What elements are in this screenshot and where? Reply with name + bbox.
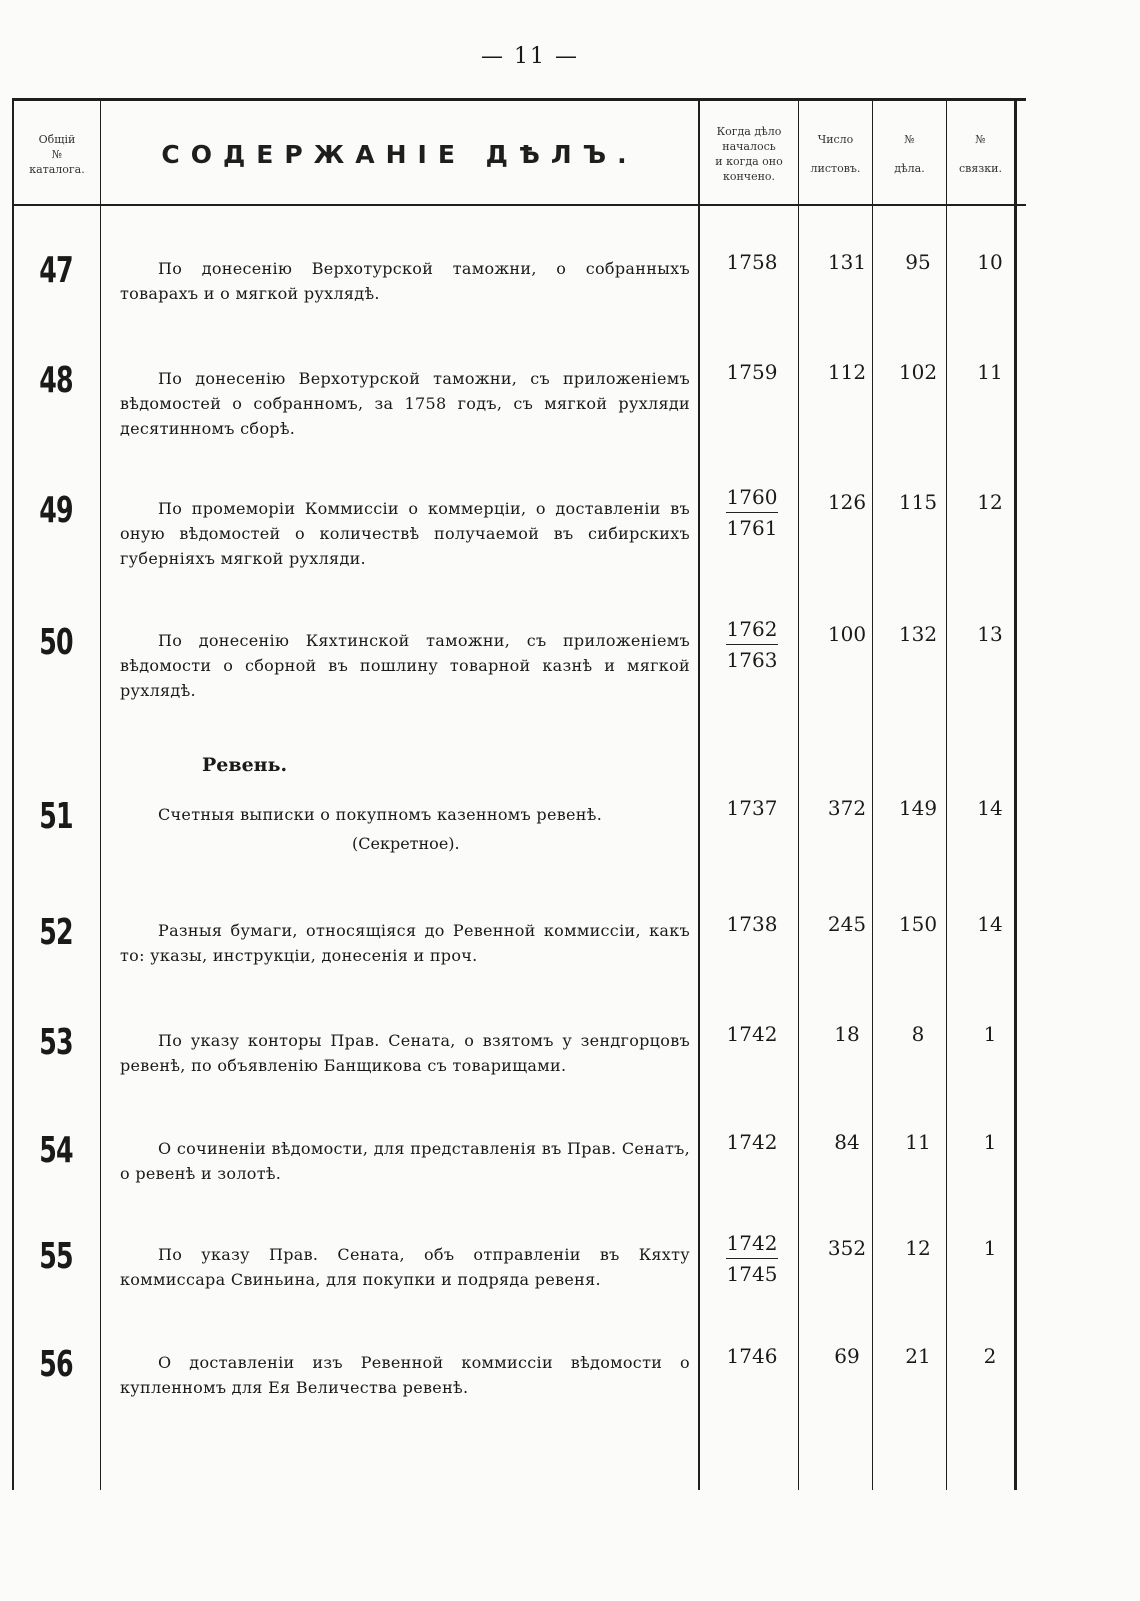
bundle-number: 14 <box>977 796 1003 820</box>
table-top-rule <box>12 98 1026 101</box>
header-text: началось <box>722 140 776 153</box>
case-number: 21 <box>905 1344 931 1368</box>
case-dates: 1759 <box>726 360 778 384</box>
section-heading: Ревень. <box>202 754 288 776</box>
case-description: Разныя бумаги, относящіяся до Ревенной коммиссіи, какъ то: указы, инструкціи, донесенія и проч. <box>120 921 690 965</box>
bundle-number: 11 <box>977 360 1003 384</box>
year-start: 1742 <box>726 1231 778 1255</box>
bundle-number: 12 <box>977 490 1003 514</box>
case-dates: 1742 <box>726 1022 778 1046</box>
catalog-number: 55 <box>39 1236 73 1277</box>
catalog-number: 47 <box>39 250 73 291</box>
bundle-number: 1 <box>983 1236 997 1260</box>
case-number: 11 <box>905 1130 931 1154</box>
bundle-number: 10 <box>977 250 1003 274</box>
header-text: листовъ. <box>810 162 861 175</box>
case-description: По донесенію Верхотурской таможни, съ приложеніемъ вѣдомостей о собранномъ, за 1758 годъ, съ мягкой рухляди десятинномъ сборѣ. <box>120 369 690 438</box>
case-description: О доставленіи изъ Ревенной коммиссіи вѣдомости о купленномъ для Ея Величества ревенѣ. <box>120 1353 690 1397</box>
sheet-count: 131 <box>827 250 867 274</box>
case-description: По промеморіи Коммиссіи о коммерціи, о доставленіи въ оную вѣдомостей о количествѣ получаемой въ сибирскихъ губерніяхъ мягкой рухляди. <box>120 499 690 568</box>
case-number: 12 <box>905 1236 931 1260</box>
header-text: Когда дѣло <box>716 125 782 138</box>
table-left-rule <box>12 98 14 1490</box>
header-text: Общій <box>38 132 76 146</box>
header-dates <box>700 106 798 202</box>
sheet-count: 18 <box>834 1022 860 1046</box>
header-catalog-number <box>14 106 100 202</box>
bundle-number: 13 <box>977 622 1003 646</box>
sheet-count: 84 <box>834 1130 860 1154</box>
catalog-number: 52 <box>39 912 73 953</box>
header-contents <box>101 106 698 202</box>
page-number: — 11 — <box>481 44 579 69</box>
case-number: 115 <box>898 490 938 514</box>
col-rule-1 <box>100 98 101 1490</box>
catalog-number: 48 <box>39 360 73 401</box>
case-description: По указу конторы Прав. Сената, о взятомъ у зендгорцовъ ревенѣ, по объявленію Банщикова съ товарищами. <box>120 1031 690 1075</box>
case-dates <box>700 482 804 543</box>
sheet-count: 69 <box>834 1344 860 1368</box>
catalog-number: 53 <box>39 1022 73 1063</box>
header-bundle <box>947 106 1014 202</box>
table-right-rule <box>1014 98 1017 1490</box>
case-dates <box>700 1228 804 1289</box>
case-description: По донесенію Кяхтинской таможни, съ приложеніемъ вѣдомости о сборной въ пошлину товарной казнѣ и мягкой рухлядѣ. <box>120 631 690 700</box>
case-dates: 1758 <box>726 250 778 274</box>
case-dates: 1742 <box>726 1130 778 1154</box>
case-note: (Секретное). <box>352 834 460 853</box>
case-number: 95 <box>905 250 931 274</box>
sheet-count: 372 <box>827 796 867 820</box>
year-end: 1763 <box>726 648 778 672</box>
case-description: По донесенію Верхотурской таможни, о собранныхъ товарахъ и о мягкой рухлядѣ. <box>120 259 690 303</box>
year-end: 1745 <box>726 1262 778 1286</box>
bundle-number: 14 <box>977 912 1003 936</box>
case-number: 150 <box>898 912 938 936</box>
header-text: и когда оно <box>715 155 783 168</box>
year-start: 1762 <box>726 617 778 641</box>
header-text: связки. <box>959 162 1002 175</box>
bundle-number: 2 <box>983 1344 997 1368</box>
header-text: каталога. <box>29 162 85 176</box>
header-text: № <box>904 133 915 146</box>
sheet-count: 352 <box>827 1236 867 1260</box>
catalog-number: 50 <box>39 622 73 663</box>
header-text: дѣла. <box>894 162 925 175</box>
header-text: кончено. <box>722 170 776 183</box>
header-bottom-rule <box>12 204 1026 206</box>
catalog-number: 56 <box>39 1344 73 1385</box>
case-dates <box>700 614 804 675</box>
year-start: 1760 <box>726 485 778 509</box>
header-text: Число <box>817 133 854 146</box>
case-dates: 1738 <box>726 912 778 936</box>
sheet-count: 126 <box>827 490 867 514</box>
header-text: № <box>51 147 63 161</box>
bundle-number: 1 <box>983 1022 997 1046</box>
catalog-number: 49 <box>39 490 73 531</box>
case-description: О сочиненіи вѣдомости, для представленія въ Прав. Сенатъ, о ревенѣ и золотѣ. <box>120 1139 690 1183</box>
bundle-number: 1 <box>983 1130 997 1154</box>
sheet-count: 245 <box>827 912 867 936</box>
case-dates: 1746 <box>726 1344 778 1368</box>
case-number: 149 <box>898 796 938 820</box>
case-description: По указу Прав. Сената, объ отправленіи въ Кяхту коммиссара Свиньина, для покупки и подряда ревеня. <box>120 1245 690 1289</box>
case-dates: 1737 <box>726 796 778 820</box>
header-text: № <box>975 133 986 146</box>
col-rule-5 <box>946 98 947 1490</box>
catalog-number: 54 <box>39 1130 73 1171</box>
year-end: 1761 <box>726 516 778 540</box>
col-rule-4 <box>872 98 873 1490</box>
catalog-table <box>12 98 1026 1490</box>
catalog-number: 51 <box>39 796 73 837</box>
case-number: 8 <box>911 1022 925 1046</box>
sheet-count: 100 <box>827 622 867 646</box>
header-case <box>873 106 946 202</box>
header-sheets <box>799 106 872 202</box>
sheet-count: 112 <box>827 360 867 384</box>
case-description: Счетныя выписки о покупномъ казенномъ ревенѣ. <box>158 805 603 824</box>
header-title: СОДЕРЖАНІЕ ДѢЛЪ. <box>161 139 638 169</box>
case-number: 132 <box>898 622 938 646</box>
case-number: 102 <box>898 360 938 384</box>
